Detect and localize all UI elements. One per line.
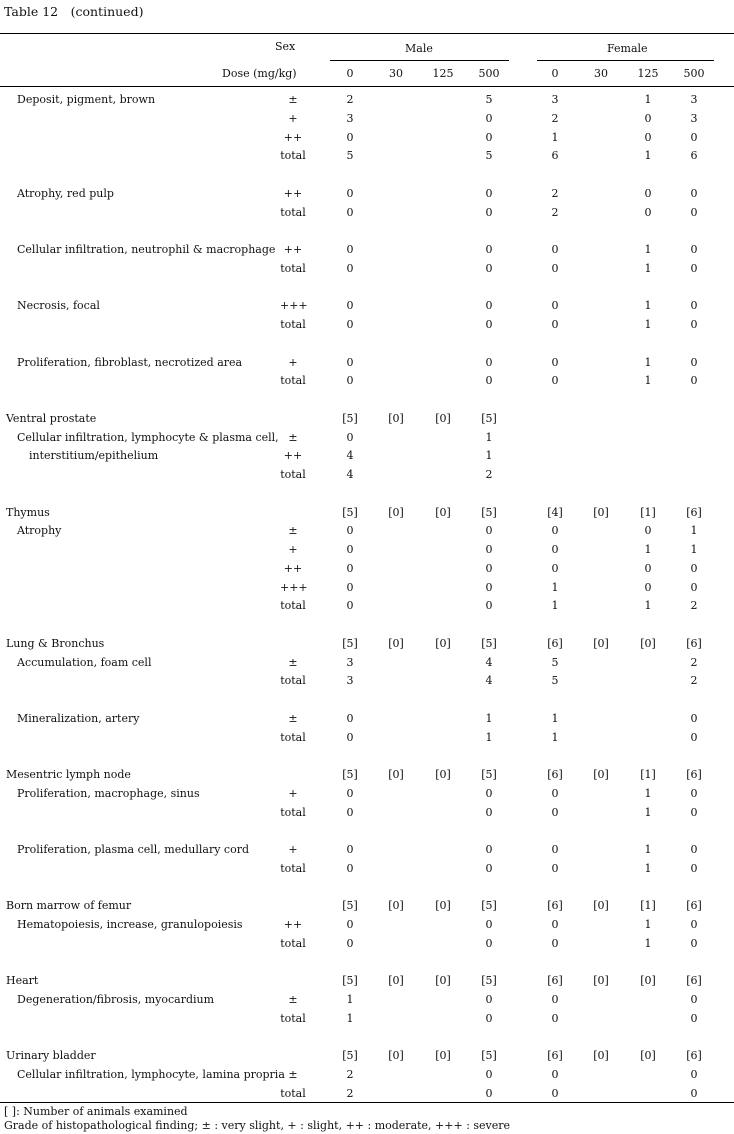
value-cell: 2 [346,1068,354,1081]
grade-cell: total [280,674,306,688]
value-cell: 0 [346,243,354,256]
value-cell: [0] [435,505,451,519]
value-cell: 0 [690,580,698,594]
value-cell: 1 [644,299,652,313]
value-cell: 1 [551,130,559,144]
value-cell: 6 [551,149,559,163]
dose-header-cell: 500 [683,67,705,80]
value-cell: 5 [551,674,559,688]
finding-label: Atrophy, red pulp [17,186,114,200]
value-cell: 0 [485,599,493,613]
value-cell: 1 [644,599,652,613]
value-cell: 2 [551,111,559,125]
value-cell: 2 [690,599,698,613]
value-cell: [0] [388,505,404,519]
footnote-grades: Grade of histopathological finding; ± : very slight, + : slight, ++ : moderate, +++ : severe [4,1119,511,1132]
finding-label: Proliferation, plasma cell, medullary cord [17,843,250,856]
value-cell: 5 [551,655,559,669]
value-cell: [0] [435,636,451,650]
value-cell: 0 [485,130,493,144]
value-cell: 0 [690,1011,698,1025]
value-cell: [0] [435,768,451,781]
value-cell: 0 [551,543,559,556]
value-cell: 0 [346,730,354,744]
header-rule [0,86,734,87]
grade-cell: total [280,599,306,613]
value-cell: 0 [485,205,493,219]
value-cell: [0] [435,899,451,913]
value-cell: 0 [346,599,354,613]
value-cell: 0 [551,861,559,875]
value-cell: 0 [690,805,698,819]
grade-cell: total [280,861,306,875]
value-cell: 0 [551,805,559,819]
value-cell: 0 [485,243,493,256]
dose-header-cell: 30 [389,67,403,80]
value-cell: 0 [346,861,354,875]
value-cell: 0 [485,1011,493,1025]
value-cell: 0 [346,186,354,200]
finding-label: Cellular infiltration, lymphocyte & plasma cell, [17,430,279,444]
value-cell: 1 [644,918,652,931]
value-cell: 6 [690,149,698,163]
organ-label: Thymus [6,505,50,519]
value-cell: 4 [346,468,354,481]
value-cell: 0 [346,711,354,725]
value-cell: [0] [640,1049,656,1063]
value-cell: [6] [686,768,702,781]
value-cell: [0] [593,505,609,519]
grade-cell: total [280,318,306,331]
value-cell: 1 [644,318,652,331]
sex-label: Sex [275,40,296,53]
value-cell: [4] [547,505,563,519]
value-cell: 0 [690,374,698,388]
value-cell: 0 [485,993,493,1006]
female-rule [537,60,714,61]
grade-cell: total [280,149,306,163]
value-cell: 0 [690,993,698,1006]
value-cell: 0 [690,918,698,931]
value-cell: 0 [485,299,493,313]
value-cell: [6] [686,505,702,519]
dose-header-cell: 125 [637,67,659,80]
value-cell: 0 [690,1086,698,1100]
value-cell: 1 [644,261,652,275]
value-cell: 0 [551,261,559,275]
value-cell: [1] [640,768,656,781]
value-cell: [0] [388,899,404,913]
value-cell: 0 [690,861,698,875]
organ-label: Lung & Bronchus [6,636,105,650]
value-cell: [0] [388,1049,404,1063]
value-cell: [5] [342,505,358,519]
value-cell: 2 [690,674,698,688]
value-cell: 3 [690,93,698,106]
value-cell: 0 [551,299,559,313]
grade-cell: total [280,205,306,219]
grade-cell: ± [288,1068,298,1081]
value-cell: [0] [593,974,609,988]
value-cell: 0 [551,993,559,1006]
grade-cell: + [288,543,298,556]
value-cell: 1 [644,149,652,163]
value-cell: 0 [644,580,652,594]
value-cell: 1 [346,993,354,1006]
value-cell: [5] [481,974,497,988]
value-cell: 0 [485,786,493,800]
value-cell: [0] [388,768,404,781]
value-cell: 0 [346,130,354,144]
value-cell: 0 [690,561,698,575]
value-cell: 4 [346,449,354,463]
value-cell: 0 [551,355,559,369]
value-cell: 0 [690,355,698,369]
value-cell: 0 [485,186,493,200]
value-cell: 0 [485,843,493,856]
value-cell: 2 [551,205,559,219]
value-cell: 0 [346,561,354,575]
value-cell: [0] [388,411,404,425]
value-cell: [5] [342,974,358,988]
value-cell: 3 [346,655,354,669]
value-cell: [6] [547,899,563,913]
value-cell: [1] [640,505,656,519]
value-cell: 0 [690,205,698,219]
value-cell: 0 [551,524,559,538]
grade-cell: total [280,936,306,950]
grade-cell: total [280,805,306,819]
value-cell: 0 [690,730,698,744]
value-cell: 0 [485,918,493,931]
value-cell: 3 [346,674,354,688]
male-rule [330,60,509,61]
value-cell: 1 [644,374,652,388]
value-cell: 0 [346,261,354,275]
value-cell: 0 [551,936,559,950]
grade-cell: ++ [283,449,303,463]
value-cell: 1 [485,430,493,444]
value-cell: 1 [644,93,652,106]
value-cell: 0 [485,580,493,594]
value-cell: 1 [644,543,652,556]
value-cell: 0 [346,936,354,950]
value-cell: 1 [485,711,493,725]
finding-label: Cellular infiltration, neutrophil & macrophage [17,243,276,256]
value-cell: [0] [593,636,609,650]
value-cell: 0 [346,205,354,219]
value-cell: 0 [551,318,559,331]
value-cell: 0 [690,261,698,275]
value-cell: [6] [686,1049,702,1063]
table-caption: Table 12 (continued) [4,4,144,19]
value-cell: [5] [342,411,358,425]
value-cell: [6] [686,974,702,988]
value-cell: 2 [690,655,698,669]
value-cell: 3 [346,111,354,125]
grade-cell: total [280,261,306,275]
value-cell: 0 [346,580,354,594]
value-cell: 0 [346,299,354,313]
value-cell: 0 [346,843,354,856]
value-cell: 0 [551,1068,559,1081]
value-cell: 0 [346,805,354,819]
value-cell: [0] [593,899,609,913]
value-cell: [6] [547,636,563,650]
grade-cell: ++ [283,561,303,575]
value-cell: 1 [551,711,559,725]
grade-cell: +++ [280,299,308,313]
grade-cell: total [280,1011,306,1025]
organ-label: Heart [6,974,39,988]
grade-cell: ± [288,430,298,444]
value-cell: [0] [388,636,404,650]
value-cell: 1 [644,243,652,256]
value-cell: 0 [485,318,493,331]
value-cell: 0 [690,786,698,800]
grade-cell: + [288,843,298,856]
value-cell: [0] [640,636,656,650]
organ-label: Born marrow of femur [6,899,132,913]
grade-cell: ± [288,993,298,1006]
value-cell: 3 [690,111,698,125]
value-cell: [0] [388,974,404,988]
grade-cell: total [280,374,306,388]
value-cell: 0 [551,1086,559,1100]
finding-label: Cellular infiltration, lymphocyte, lamina propria [17,1068,285,1081]
grade-cell: total [280,468,306,481]
value-cell: 3 [551,93,559,106]
grade-cell: +++ [280,580,308,594]
value-cell: [6] [686,636,702,650]
value-cell: 0 [485,543,493,556]
value-cell: 0 [644,561,652,575]
value-cell: 0 [485,1086,493,1100]
grade-cell: ++ [283,130,303,144]
organ-label: Urinary bladder [6,1049,96,1063]
grade-cell: ++ [283,243,303,256]
table-bottom-rule [0,1102,734,1103]
value-cell: 1 [551,730,559,744]
value-cell: [5] [481,636,497,650]
value-cell: 0 [690,186,698,200]
value-cell: 5 [485,149,493,163]
grade-cell: ± [288,93,298,106]
table-top-rule [0,33,734,34]
value-cell: [0] [593,1049,609,1063]
value-cell: 0 [346,355,354,369]
finding-label: Proliferation, macrophage, sinus [17,786,200,800]
value-cell: 1 [644,936,652,950]
dose-header-cell: 125 [432,67,454,80]
organ-label: Mesentric lymph node [6,768,131,781]
value-cell: [0] [435,411,451,425]
value-cell: [6] [547,1049,563,1063]
value-cell: 0 [485,561,493,575]
value-cell: 4 [485,674,493,688]
dose-header-cell: 500 [478,67,500,80]
dose-header-cell: 0 [551,67,559,80]
finding-label: Proliferation, fibroblast, necrotized area [17,355,243,369]
value-cell: 5 [346,149,354,163]
value-cell: 4 [485,655,493,669]
grade-cell: ++ [283,186,303,200]
value-cell: 0 [346,543,354,556]
finding-label: Degeneration/fibrosis, myocardium [17,993,215,1006]
value-cell: 0 [690,843,698,856]
value-cell: 1 [644,861,652,875]
value-cell: 0 [485,524,493,538]
value-cell: [6] [547,768,563,781]
value-cell: 1 [644,355,652,369]
value-cell: 0 [690,1068,698,1081]
value-cell: 1 [551,580,559,594]
value-cell: 1 [690,543,698,556]
value-cell: [5] [481,1049,497,1063]
value-cell: 0 [644,205,652,219]
grade-cell: ++ [283,918,303,931]
value-cell: 1 [644,786,652,800]
value-cell: 0 [485,111,493,125]
value-cell: 0 [644,186,652,200]
female-header: Female [607,42,648,55]
value-cell: 0 [551,786,559,800]
finding-label: interstitium/epithelium [29,449,159,463]
value-cell: [5] [342,636,358,650]
value-cell: [0] [640,974,656,988]
value-cell: 0 [644,111,652,125]
grade-cell: ± [288,524,298,538]
organ-label: Ventral prostate [6,411,97,425]
dose-label: Dose (mg/kg) [222,67,297,80]
value-cell: [1] [640,899,656,913]
value-cell: 0 [346,318,354,331]
value-cell: 1 [485,730,493,744]
finding-label: Accumulation, foam cell [17,655,152,669]
value-cell: 0 [690,711,698,725]
footnote-brackets: [ ]: Number of animals examined [4,1105,188,1118]
value-cell: 2 [346,93,354,106]
value-cell: 0 [690,130,698,144]
value-cell: 0 [551,843,559,856]
value-cell: 0 [346,524,354,538]
grade-cell: total [280,730,306,744]
value-cell: 5 [485,93,493,106]
value-cell: 0 [346,918,354,931]
value-cell: 0 [551,374,559,388]
value-cell: 1 [644,805,652,819]
dose-header-cell: 30 [594,67,608,80]
value-cell: 0 [644,524,652,538]
value-cell: 2 [551,186,559,200]
value-cell: [0] [435,1049,451,1063]
value-cell: 0 [485,261,493,275]
grade-cell: + [288,786,298,800]
grade-cell: + [288,355,298,369]
value-cell: 0 [690,318,698,331]
value-cell: [5] [481,411,497,425]
finding-label: Hematopoiesis, increase, granulopoiesis [17,918,243,931]
value-cell: [0] [435,974,451,988]
value-cell: 1 [485,449,493,463]
value-cell: 0 [485,374,493,388]
value-cell: 0 [346,430,354,444]
value-cell: 0 [551,243,559,256]
grade-cell: total [280,1086,306,1100]
value-cell: 1 [644,843,652,856]
value-cell: 0 [551,918,559,931]
value-cell: [5] [481,505,497,519]
finding-label: Mineralization, artery [17,711,140,725]
value-cell: 0 [346,786,354,800]
finding-label: Atrophy [17,524,62,538]
finding-label: Deposit, pigment, brown [17,93,156,106]
value-cell: 1 [690,524,698,538]
value-cell: 0 [485,1068,493,1081]
value-cell: 0 [551,561,559,575]
finding-label: Necrosis, focal [17,299,100,313]
value-cell: [5] [342,768,358,781]
male-header: Male [405,42,433,55]
dose-header-cell: 0 [346,67,354,80]
value-cell: 0 [346,374,354,388]
grade-cell: + [288,111,298,125]
grade-cell: ± [288,711,298,725]
value-cell: [5] [481,899,497,913]
value-cell: 2 [346,1086,354,1100]
value-cell: 1 [551,599,559,613]
value-cell: [5] [481,768,497,781]
value-cell: 1 [346,1011,354,1025]
value-cell: 0 [485,355,493,369]
value-cell: [5] [342,1049,358,1063]
value-cell: [6] [547,974,563,988]
value-cell: 0 [485,805,493,819]
value-cell: 0 [690,299,698,313]
grade-cell: ± [288,655,298,669]
value-cell: 0 [690,243,698,256]
value-cell: [5] [342,899,358,913]
value-cell: 0 [485,936,493,950]
value-cell: [6] [686,899,702,913]
value-cell: 0 [644,130,652,144]
value-cell: [0] [593,768,609,781]
value-cell: 0 [551,1011,559,1025]
value-cell: 0 [690,936,698,950]
value-cell: 0 [485,861,493,875]
value-cell: 2 [485,468,493,481]
